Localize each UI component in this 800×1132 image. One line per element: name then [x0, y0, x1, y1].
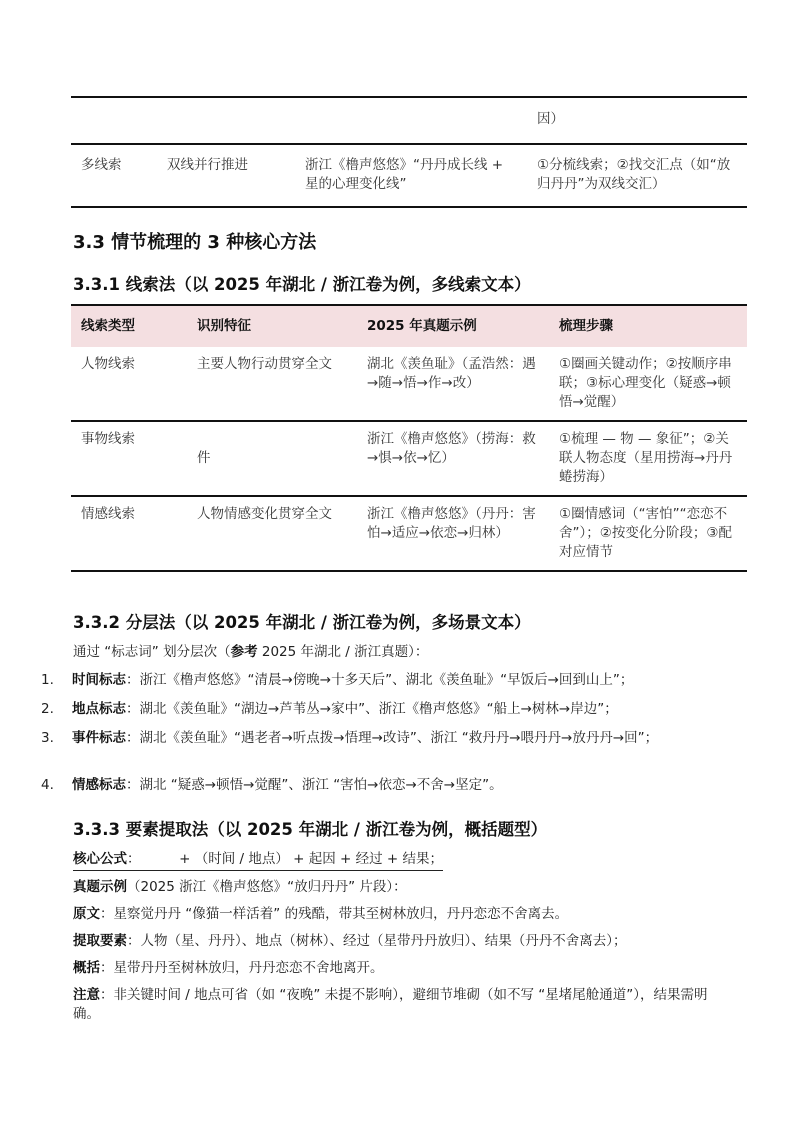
section-heading-3-3: 3.3 情节梳理的 3 种核心方法 — [73, 232, 317, 253]
list-item: 3. 事件标志：湖北《羡鱼耻》“遇老者→听点拨→悟理→改诗”、浙江 “救丹丹→喂丹丹→放丹丹→回”； — [41, 730, 659, 746]
list-item: 2. 地点标志：湖北《羡鱼耻》“湖边→芦苇丛→家中”、浙江《橹声悠悠》“船上→树林→岸边”； — [41, 701, 618, 717]
table-cell: ①梳理 — 物 — 象征”；②关联人物态度（星用捞海→丹丹蜷捞海） — [549, 421, 747, 496]
section-heading-3-3-3: 3.3.3 要素提取法（以 2025 年湖北 / 浙江卷为例，概括题型） — [73, 820, 548, 839]
section-heading-3-3-1: 3.3.1 线索法（以 2025 年湖北 / 浙江卷为例，多线索文本） — [73, 275, 531, 294]
header-cell: 2025 年真题示例 — [357, 305, 549, 347]
clue-method-table — [71, 304, 747, 572]
table-row — [71, 97, 747, 144]
list-item: 4. 情感标志：湖北 “疑惑→顿悟→觉醒”、浙江 “害怕→依恋→不舍→坚定”。 — [41, 777, 503, 793]
table-cell: 双线并行推进 — [157, 144, 295, 207]
table-cell: 浙江《橹声悠悠》（捞海：救→惧→依→忆） — [357, 421, 549, 496]
table-cell: 湖北《羡鱼耻》（孟浩然：遇→随→悟→作→改） — [357, 347, 549, 421]
header-cell: 梳理步骤 — [549, 305, 747, 347]
table-cell: 浙江《橹声悠悠》“丹丹成长线 + 星的心理变化线” — [295, 144, 527, 207]
exam-example: 真题示例（2025 浙江《橹声悠悠》“放归丹丹” 片段）： — [73, 879, 407, 895]
table-row — [71, 421, 747, 496]
note: 注意：非关键时间 / 地点可省（如 “夜晚” 未提不影响），避细节堆砌（如不写 “星堵尾舱通道”），结果需明确。 — [73, 987, 708, 1022]
table-cell: 主要人物行动贯穿全文 — [187, 347, 357, 421]
summary: 概括：星带丹丹至树林放归，丹丹恋恋不舍地离开。 — [73, 960, 384, 976]
table-cell: ①圈画关键动作；②按顺序串联；③标心理变化（疑惑→顿悟→觉醒） — [549, 347, 747, 421]
core-formula: 核心公式： + （时间 / 地点） + 起因 + 经过 + 结果； — [73, 850, 443, 871]
table-cell: 情感线索 — [71, 496, 187, 571]
table-cell: 人物线索 — [71, 347, 187, 421]
table-cell: 浙江《橹声悠悠》（丹丹：害怕→适应→依恋→归林） — [357, 496, 549, 571]
section-heading-3-3-2: 3.3.2 分层法（以 2025 年湖北 / 浙江卷为例，多场景文本） — [73, 613, 531, 632]
table-cell: ①圈情感词（“害怕”“恋恋不舍”）；②按变化分阶段；③配对应情节 — [549, 496, 747, 571]
extracted-elements: 提取要素：人物（星、丹丹）、地点（树林）、经过（星带丹丹放归）、结果（丹丹不舍离去）； — [73, 933, 627, 949]
list-item: 1. 时间标志：浙江《橹声悠悠》“清晨→傍晚→十多天后”、湖北《羡鱼耻》“早饭后→回到山上”； — [41, 672, 634, 688]
table-cell: 件 — [187, 421, 357, 496]
table-cell: 事物线索 — [71, 421, 187, 496]
top-table — [71, 96, 747, 208]
header-cell: 识别特征 — [187, 305, 357, 347]
header-cell: 线索类型 — [71, 305, 187, 347]
table-row — [71, 144, 747, 207]
layering-intro: 通过 “标志词” 划分层次（参考 2025 年湖北 / 浙江真题）： — [73, 644, 429, 660]
table-cell: 人物情感变化贯穿全文 — [187, 496, 357, 571]
table-cell: ①分梳线索；②找交汇点（如“放归丹丹”为双线交汇） — [527, 144, 747, 207]
table-cell: 多线索 — [71, 144, 157, 207]
table-row — [71, 347, 747, 421]
table-cell: 因） — [527, 97, 747, 144]
table-row — [71, 496, 747, 571]
source-text: 原文：星察觉丹丹 “像猫一样活着” 的残酷，带其至树林放归，丹丹恋恋不舍离去。 — [73, 906, 569, 922]
table-header-row — [71, 305, 747, 347]
